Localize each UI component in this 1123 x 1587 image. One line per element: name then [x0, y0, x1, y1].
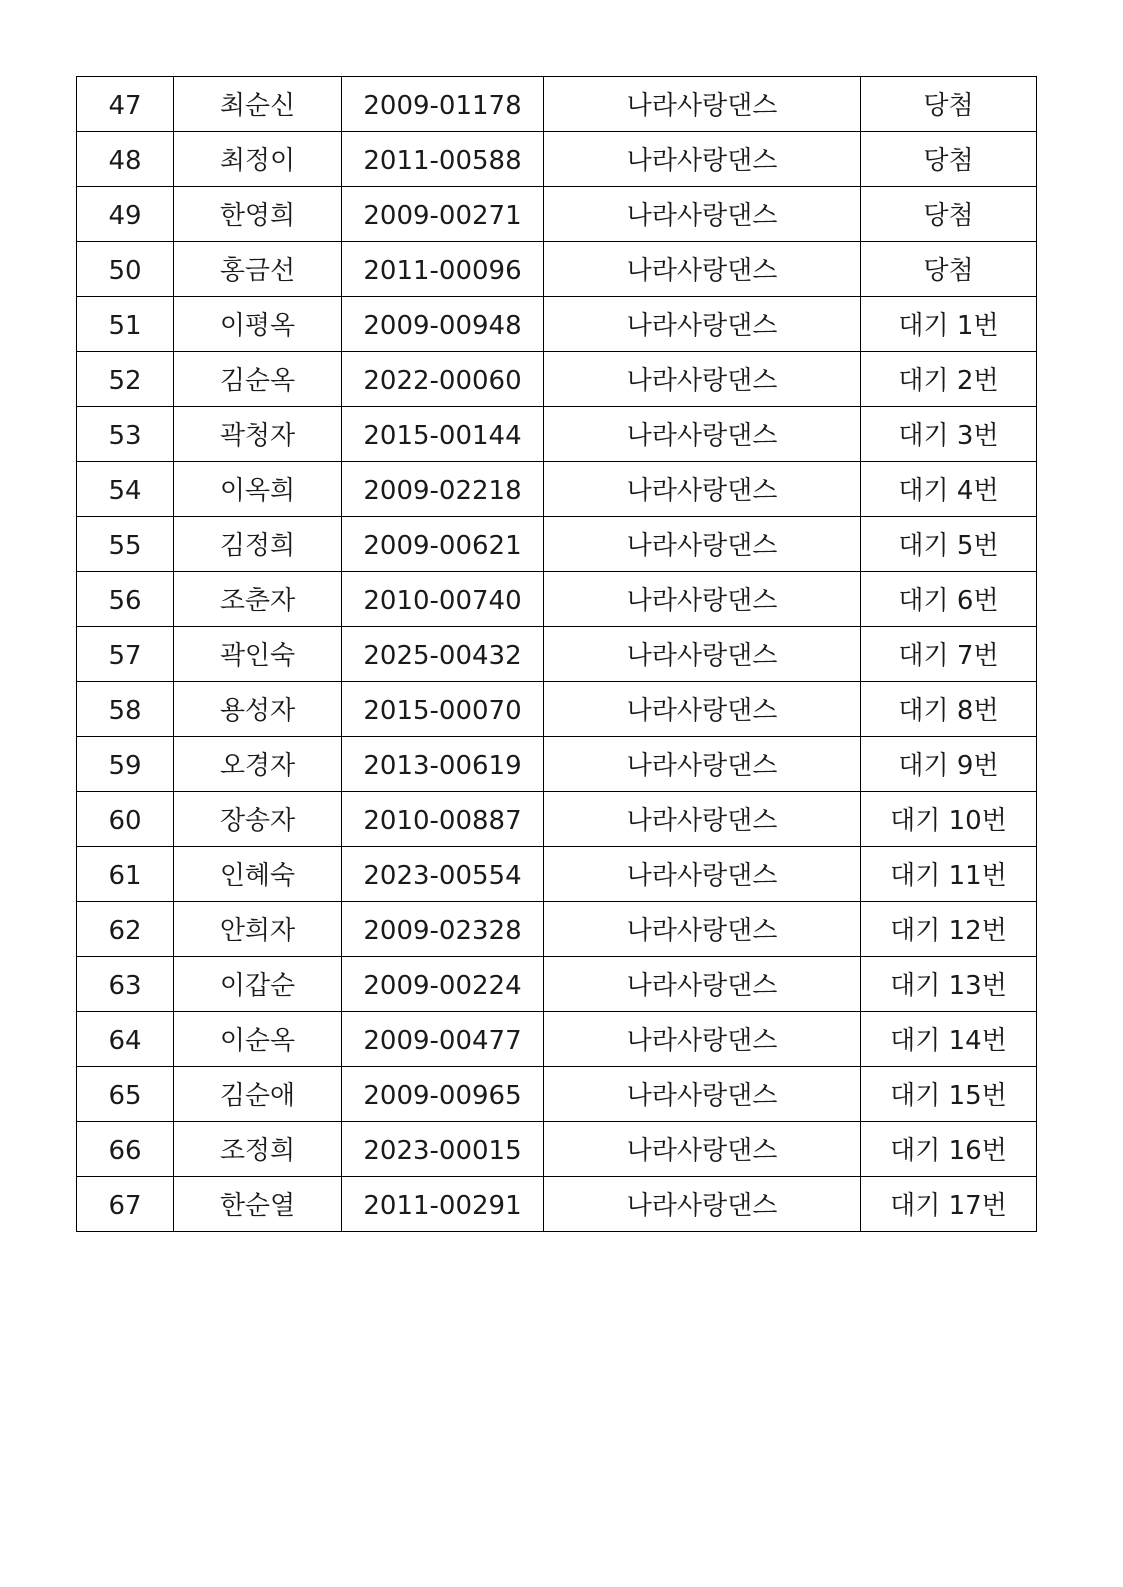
member-id: 2011-00588	[342, 132, 544, 187]
applicant-name: 이평옥	[174, 297, 342, 352]
row-number: 63	[77, 957, 174, 1012]
program-name: 나라사랑댄스	[544, 682, 861, 737]
table-row	[77, 517, 1037, 572]
result-status: 당첨	[861, 242, 1037, 297]
member-id: 2009-00621	[342, 517, 544, 572]
member-id: 2009-01178	[342, 77, 544, 132]
table-row	[77, 407, 1037, 462]
member-id: 2009-00948	[342, 297, 544, 352]
program-name: 나라사랑댄스	[544, 77, 861, 132]
table-row	[77, 1177, 1037, 1232]
member-id: 2009-00477	[342, 1012, 544, 1067]
result-status: 대기 5번	[861, 517, 1037, 572]
row-number: 55	[77, 517, 174, 572]
result-status: 대기 6번	[861, 572, 1037, 627]
member-id: 2009-02218	[342, 462, 544, 517]
row-number: 60	[77, 792, 174, 847]
result-status: 대기 17번	[861, 1177, 1037, 1232]
program-name: 나라사랑댄스	[544, 517, 861, 572]
table-row	[77, 572, 1037, 627]
row-number: 47	[77, 77, 174, 132]
member-id: 2015-00070	[342, 682, 544, 737]
row-number: 62	[77, 902, 174, 957]
program-name: 나라사랑댄스	[544, 1067, 861, 1122]
program-name: 나라사랑댄스	[544, 352, 861, 407]
applicant-name: 최정이	[174, 132, 342, 187]
table-row	[77, 682, 1037, 737]
table-row	[77, 77, 1037, 132]
row-number: 53	[77, 407, 174, 462]
applicant-name: 곽청자	[174, 407, 342, 462]
applicant-name: 이갑순	[174, 957, 342, 1012]
row-number: 51	[77, 297, 174, 352]
program-name: 나라사랑댄스	[544, 737, 861, 792]
table-row	[77, 737, 1037, 792]
table-row	[77, 902, 1037, 957]
result-status: 대기 14번	[861, 1012, 1037, 1067]
table-row	[77, 1012, 1037, 1067]
program-name: 나라사랑댄스	[544, 792, 861, 847]
lottery-result-table	[76, 76, 1037, 1232]
result-status: 대기 12번	[861, 902, 1037, 957]
applicant-name: 한영희	[174, 187, 342, 242]
row-number: 59	[77, 737, 174, 792]
result-status: 당첨	[861, 187, 1037, 242]
member-id: 2010-00887	[342, 792, 544, 847]
program-name: 나라사랑댄스	[544, 407, 861, 462]
table-row	[77, 187, 1037, 242]
member-id: 2009-00271	[342, 187, 544, 242]
applicant-name: 최순신	[174, 77, 342, 132]
applicant-name: 인혜숙	[174, 847, 342, 902]
row-number: 58	[77, 682, 174, 737]
program-name: 나라사랑댄스	[544, 462, 861, 517]
member-id: 2023-00554	[342, 847, 544, 902]
result-status: 대기 9번	[861, 737, 1037, 792]
table-row	[77, 297, 1037, 352]
applicant-name: 장송자	[174, 792, 342, 847]
member-id: 2009-00224	[342, 957, 544, 1012]
row-number: 57	[77, 627, 174, 682]
program-name: 나라사랑댄스	[544, 1177, 861, 1232]
program-name: 나라사랑댄스	[544, 572, 861, 627]
member-id: 2013-00619	[342, 737, 544, 792]
row-number: 48	[77, 132, 174, 187]
member-id: 2023-00015	[342, 1122, 544, 1177]
program-name: 나라사랑댄스	[544, 1122, 861, 1177]
result-status: 대기 3번	[861, 407, 1037, 462]
applicant-name: 조정희	[174, 1122, 342, 1177]
applicant-name: 오경자	[174, 737, 342, 792]
applicant-name: 김순애	[174, 1067, 342, 1122]
applicant-name: 이순옥	[174, 1012, 342, 1067]
applicant-name: 안희자	[174, 902, 342, 957]
member-id: 2009-02328	[342, 902, 544, 957]
applicant-name: 이옥희	[174, 462, 342, 517]
row-number: 66	[77, 1122, 174, 1177]
member-id: 2025-00432	[342, 627, 544, 682]
table-row	[77, 792, 1037, 847]
row-number: 65	[77, 1067, 174, 1122]
applicant-name: 한순열	[174, 1177, 342, 1232]
member-id: 2010-00740	[342, 572, 544, 627]
table-body	[77, 77, 1037, 1232]
table-row	[77, 957, 1037, 1012]
member-id: 2022-00060	[342, 352, 544, 407]
table-row	[77, 1067, 1037, 1122]
result-status: 당첨	[861, 132, 1037, 187]
row-number: 64	[77, 1012, 174, 1067]
member-id: 2011-00291	[342, 1177, 544, 1232]
table-row	[77, 847, 1037, 902]
result-status: 대기 11번	[861, 847, 1037, 902]
result-status: 대기 7번	[861, 627, 1037, 682]
applicant-name: 김순옥	[174, 352, 342, 407]
result-status: 대기 2번	[861, 352, 1037, 407]
result-status: 대기 4번	[861, 462, 1037, 517]
program-name: 나라사랑댄스	[544, 242, 861, 297]
row-number: 54	[77, 462, 174, 517]
member-id: 2009-00965	[342, 1067, 544, 1122]
table-row	[77, 352, 1037, 407]
row-number: 49	[77, 187, 174, 242]
result-status: 당첨	[861, 77, 1037, 132]
applicant-name: 조춘자	[174, 572, 342, 627]
row-number: 61	[77, 847, 174, 902]
table-row	[77, 242, 1037, 297]
table-row	[77, 462, 1037, 517]
program-name: 나라사랑댄스	[544, 957, 861, 1012]
row-number: 56	[77, 572, 174, 627]
member-id: 2011-00096	[342, 242, 544, 297]
row-number: 50	[77, 242, 174, 297]
program-name: 나라사랑댄스	[544, 847, 861, 902]
result-status: 대기 13번	[861, 957, 1037, 1012]
result-status: 대기 15번	[861, 1067, 1037, 1122]
program-name: 나라사랑댄스	[544, 132, 861, 187]
program-name: 나라사랑댄스	[544, 187, 861, 242]
applicant-name: 홍금선	[174, 242, 342, 297]
program-name: 나라사랑댄스	[544, 1012, 861, 1067]
program-name: 나라사랑댄스	[544, 902, 861, 957]
row-number: 67	[77, 1177, 174, 1232]
applicant-name: 김정희	[174, 517, 342, 572]
applicant-name: 곽인숙	[174, 627, 342, 682]
program-name: 나라사랑댄스	[544, 297, 861, 352]
table-row	[77, 627, 1037, 682]
applicant-name: 용성자	[174, 682, 342, 737]
table-row	[77, 132, 1037, 187]
member-id: 2015-00144	[342, 407, 544, 462]
table-row	[77, 1122, 1037, 1177]
result-status: 대기 16번	[861, 1122, 1037, 1177]
result-status: 대기 8번	[861, 682, 1037, 737]
row-number: 52	[77, 352, 174, 407]
result-status: 대기 1번	[861, 297, 1037, 352]
result-status: 대기 10번	[861, 792, 1037, 847]
program-name: 나라사랑댄스	[544, 627, 861, 682]
